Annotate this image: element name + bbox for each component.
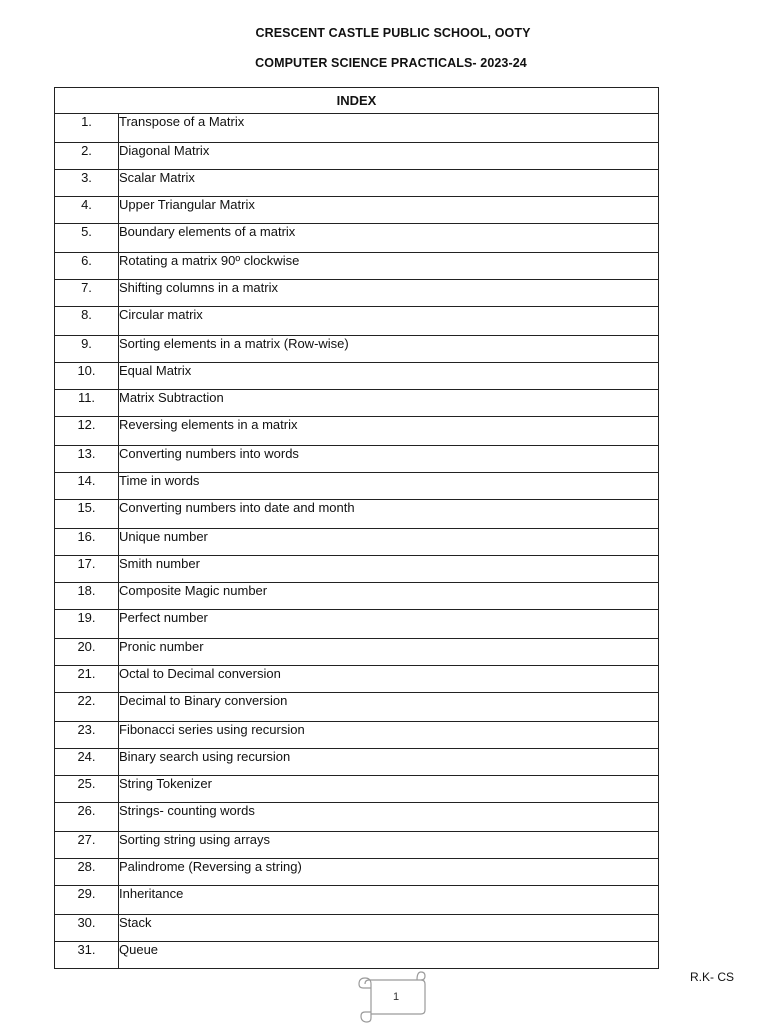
table-row — [55, 170, 659, 197]
practical-title: Matrix Subtraction — [119, 390, 659, 417]
practical-number: 11. — [55, 390, 119, 417]
practical-title: Octal to Decimal conversion — [119, 666, 659, 693]
practical-number: 3. — [55, 170, 119, 197]
practical-number: 17. — [55, 556, 119, 583]
table-row — [55, 832, 659, 859]
practical-title: Composite Magic number — [119, 583, 659, 610]
index-table — [54, 87, 659, 969]
practical-number: 10. — [55, 363, 119, 390]
table-row — [55, 886, 659, 915]
table-row — [55, 224, 659, 253]
author-initials: R.K- CS — [690, 970, 735, 984]
practical-title: Unique number — [119, 529, 659, 556]
practical-title: Sorting string using arrays — [119, 832, 659, 859]
practical-number: 28. — [55, 859, 119, 886]
practical-title: Rotating a matrix 90º clockwise — [119, 253, 659, 280]
table-row — [55, 446, 659, 473]
table-row — [55, 336, 659, 363]
practical-title: Shifting columns in a matrix — [119, 280, 659, 307]
practical-number: 7. — [55, 280, 119, 307]
practical-number: 26. — [55, 803, 119, 832]
table-row — [55, 417, 659, 446]
practical-number: 2. — [55, 143, 119, 170]
index-header-row — [55, 88, 659, 114]
table-row — [55, 307, 659, 336]
practical-number: 1. — [55, 114, 119, 143]
practical-title: Smith number — [119, 556, 659, 583]
practical-number: 30. — [55, 915, 119, 942]
page-number: 1 — [392, 991, 400, 1003]
practical-number: 16. — [55, 529, 119, 556]
practical-number: 6. — [55, 253, 119, 280]
practical-title: Transpose of a Matrix — [119, 114, 659, 143]
table-row — [55, 363, 659, 390]
practical-number: 9. — [55, 336, 119, 363]
table-row — [55, 722, 659, 749]
practical-title: String Tokenizer — [119, 776, 659, 803]
table-row — [55, 942, 659, 969]
practical-title: Equal Matrix — [119, 363, 659, 390]
table-row — [55, 529, 659, 556]
practical-title: Stack — [119, 915, 659, 942]
table-row — [55, 749, 659, 776]
table-row — [55, 859, 659, 886]
practical-number: 19. — [55, 610, 119, 639]
practical-number: 31. — [55, 942, 119, 969]
practical-title: Converting numbers into date and month — [119, 500, 659, 529]
table-row — [55, 197, 659, 224]
practical-title: Decimal to Binary conversion — [119, 693, 659, 722]
practical-title: Inheritance — [119, 886, 659, 915]
practical-number: 13. — [55, 446, 119, 473]
practical-title: Diagonal Matrix — [119, 143, 659, 170]
practical-title: Binary search using recursion — [119, 749, 659, 776]
practical-number: 18. — [55, 583, 119, 610]
table-row — [55, 639, 659, 666]
table-row — [55, 776, 659, 803]
practical-number: 25. — [55, 776, 119, 803]
practical-number: 21. — [55, 666, 119, 693]
practical-number: 23. — [55, 722, 119, 749]
practical-title: Time in words — [119, 473, 659, 500]
practical-number: 15. — [55, 500, 119, 529]
index-heading: INDEX — [55, 88, 659, 114]
index-body — [55, 114, 659, 969]
practical-title: Scalar Matrix — [119, 170, 659, 197]
practical-number: 22. — [55, 693, 119, 722]
practical-title: Strings- counting words — [119, 803, 659, 832]
practical-title: Perfect number — [119, 610, 659, 639]
table-row — [55, 280, 659, 307]
practical-title: Reversing elements in a matrix — [119, 417, 659, 446]
practical-number: 14. — [55, 473, 119, 500]
practical-title: Upper Triangular Matrix — [119, 197, 659, 224]
school-title: CRESCENT CASTLE PUBLIC SCHOOL, OOTY — [255, 26, 531, 40]
practical-title: Boundary elements of a matrix — [119, 224, 659, 253]
table-row — [55, 803, 659, 832]
table-row — [55, 390, 659, 417]
practical-title: Fibonacci series using recursion — [119, 722, 659, 749]
practical-title: Palindrome (Reversing a string) — [119, 859, 659, 886]
table-row — [55, 114, 659, 143]
table-row — [55, 610, 659, 639]
practical-title: Sorting elements in a matrix (Row-wise) — [119, 336, 659, 363]
table-row — [55, 666, 659, 693]
practical-title: Queue — [119, 942, 659, 969]
practical-number: 4. — [55, 197, 119, 224]
table-row — [55, 915, 659, 942]
table-row — [55, 253, 659, 280]
practical-number: 5. — [55, 224, 119, 253]
practical-number: 12. — [55, 417, 119, 446]
practical-title: Circular matrix — [119, 307, 659, 336]
practical-title: Converting numbers into words — [119, 446, 659, 473]
table-row — [55, 556, 659, 583]
table-row — [55, 583, 659, 610]
table-row — [55, 473, 659, 500]
practical-number: 8. — [55, 307, 119, 336]
practical-number: 27. — [55, 832, 119, 859]
practical-title: Pronic number — [119, 639, 659, 666]
practical-number: 24. — [55, 749, 119, 776]
table-row — [55, 143, 659, 170]
table-row — [55, 500, 659, 529]
practicals-title: COMPUTER SCIENCE PRACTICALS- 2023-24 — [255, 56, 527, 70]
practical-number: 20. — [55, 639, 119, 666]
practical-number: 29. — [55, 886, 119, 915]
table-row — [55, 693, 659, 722]
